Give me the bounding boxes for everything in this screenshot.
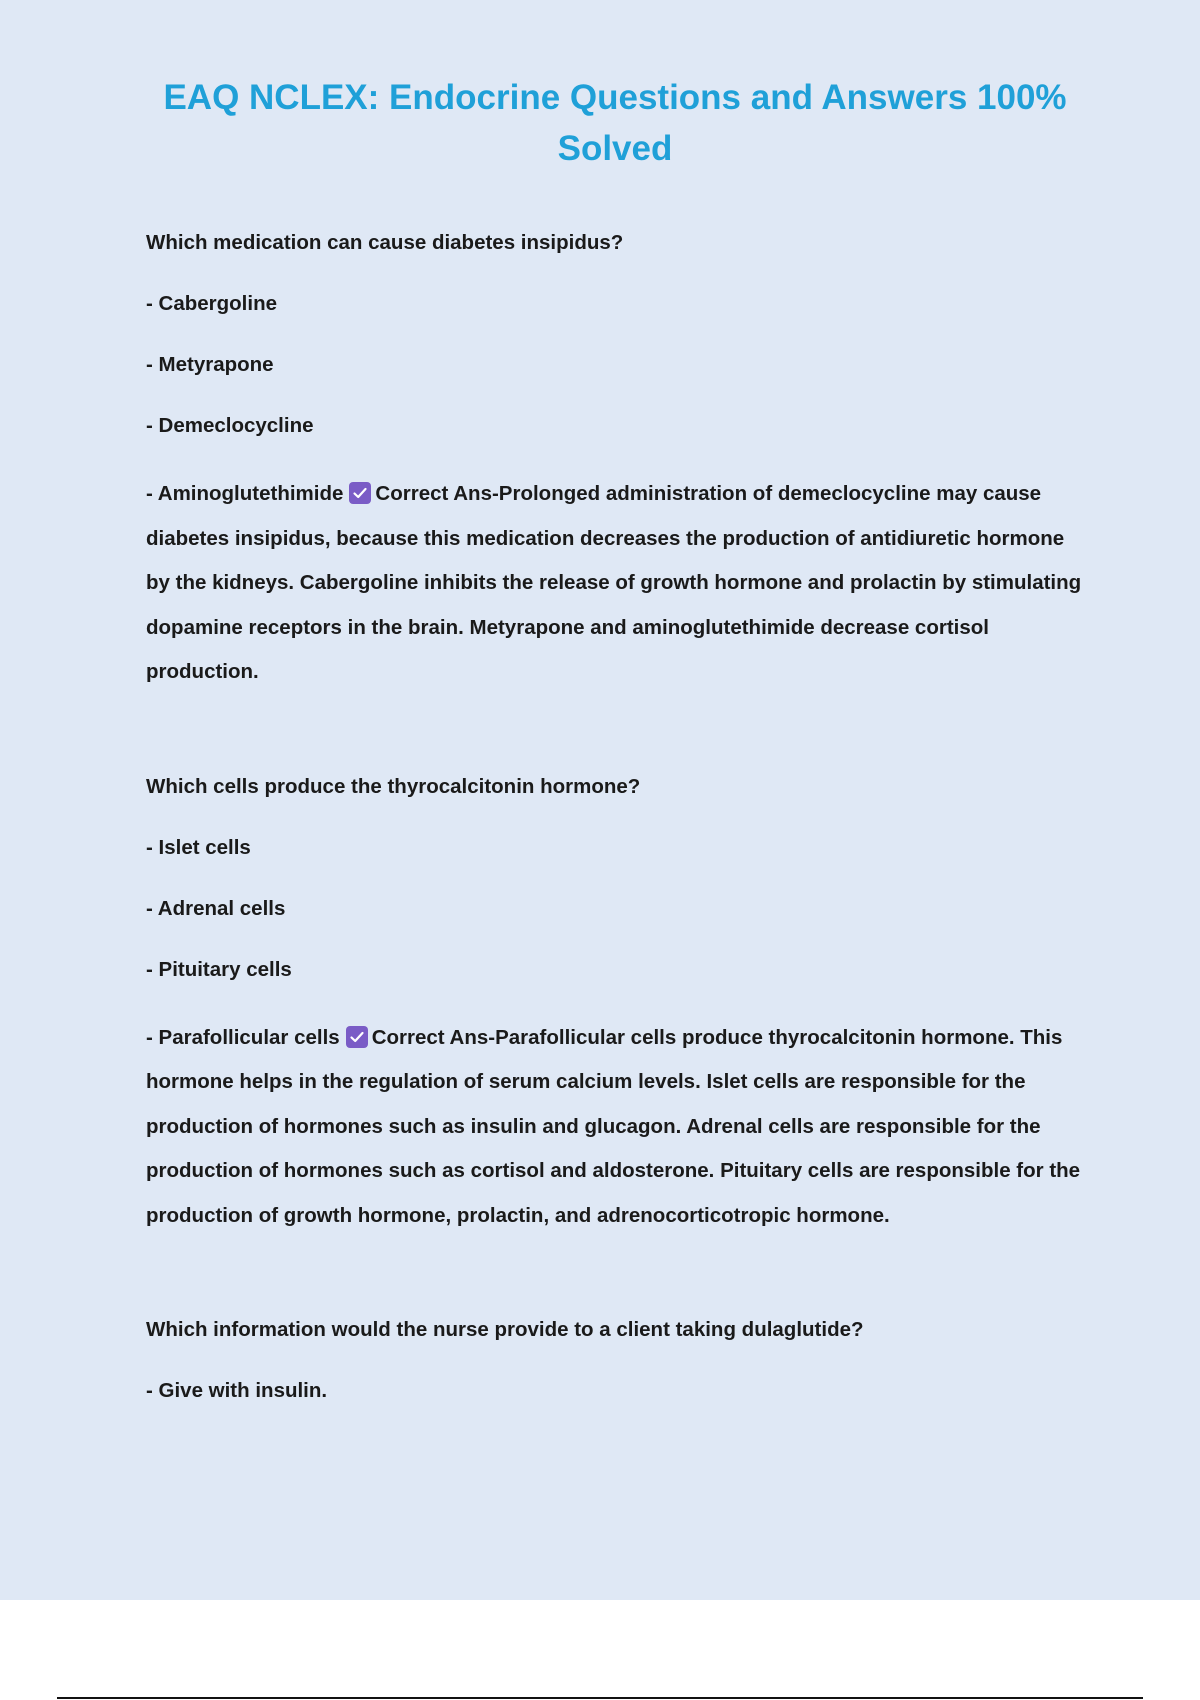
answer-option: - Cabergoline	[146, 292, 277, 315]
question-text: Which information would the nurse provide to a client taking dulaglutide?	[146, 1318, 864, 1341]
answer-explanation	[146, 1016, 1086, 1239]
question-list	[146, 228, 1086, 1437]
answer-option: - Aminoglutethimide	[146, 482, 344, 505]
question-text: Which cells produce the thyrocalcitonin hormone?	[146, 774, 641, 798]
answer-option: - Demeclocycline	[146, 414, 314, 437]
question-text: Which medication can cause diabetes insipidus?	[146, 231, 624, 254]
answer-option: - Islet cells	[146, 835, 251, 859]
spacer	[146, 1238, 1086, 1315]
spacer	[146, 695, 1086, 772]
footer-divider	[57, 1697, 1143, 1699]
answer-option: - Parafollicular cells	[146, 1025, 340, 1049]
answer-option: - Metyrapone	[146, 353, 274, 376]
answer-explanation	[146, 472, 1086, 695]
answer-option: - Give with insulin.	[146, 1379, 328, 1402]
check-box-icon	[346, 1026, 368, 1048]
check-box-icon	[349, 482, 371, 504]
answer-option: - Pituitary cells	[146, 957, 292, 981]
answer-text: Correct Ans-Prolonged administration of demeclocycline may cause diabetes insipidus, because this medication decreases the production of antidiuretic hormone by the kidneys. Cabergoline inhibits the release of growth hormone and prolactin by stimulating dopamine receptors in the brain. Metyrapone and aminoglutethimide decrease cortisol production.	[146, 482, 1082, 683]
question-block-2	[146, 772, 1086, 1239]
answer-option: - Adrenal cells	[146, 896, 286, 920]
question-block-3	[146, 1315, 1086, 1406]
answer-text: Correct Ans-Parafollicular cells produce thyrocalcitonin hormone. This hormone helps in the regulation of serum calcium levels. Islet cells are responsible for the production of hormones such as insulin and glucagon. Adrenal cells are responsible for the production of hormones such as cortisol and aldosterone. Pituitary cells are responsible for the production of growth hormone, prolactin, and adrenocorticotropic hormone.	[146, 1025, 1081, 1227]
question-block-1	[146, 228, 1086, 695]
document-title: EAQ NCLEX: Endocrine Questions and Answers 100% Solved	[163, 78, 1067, 168]
